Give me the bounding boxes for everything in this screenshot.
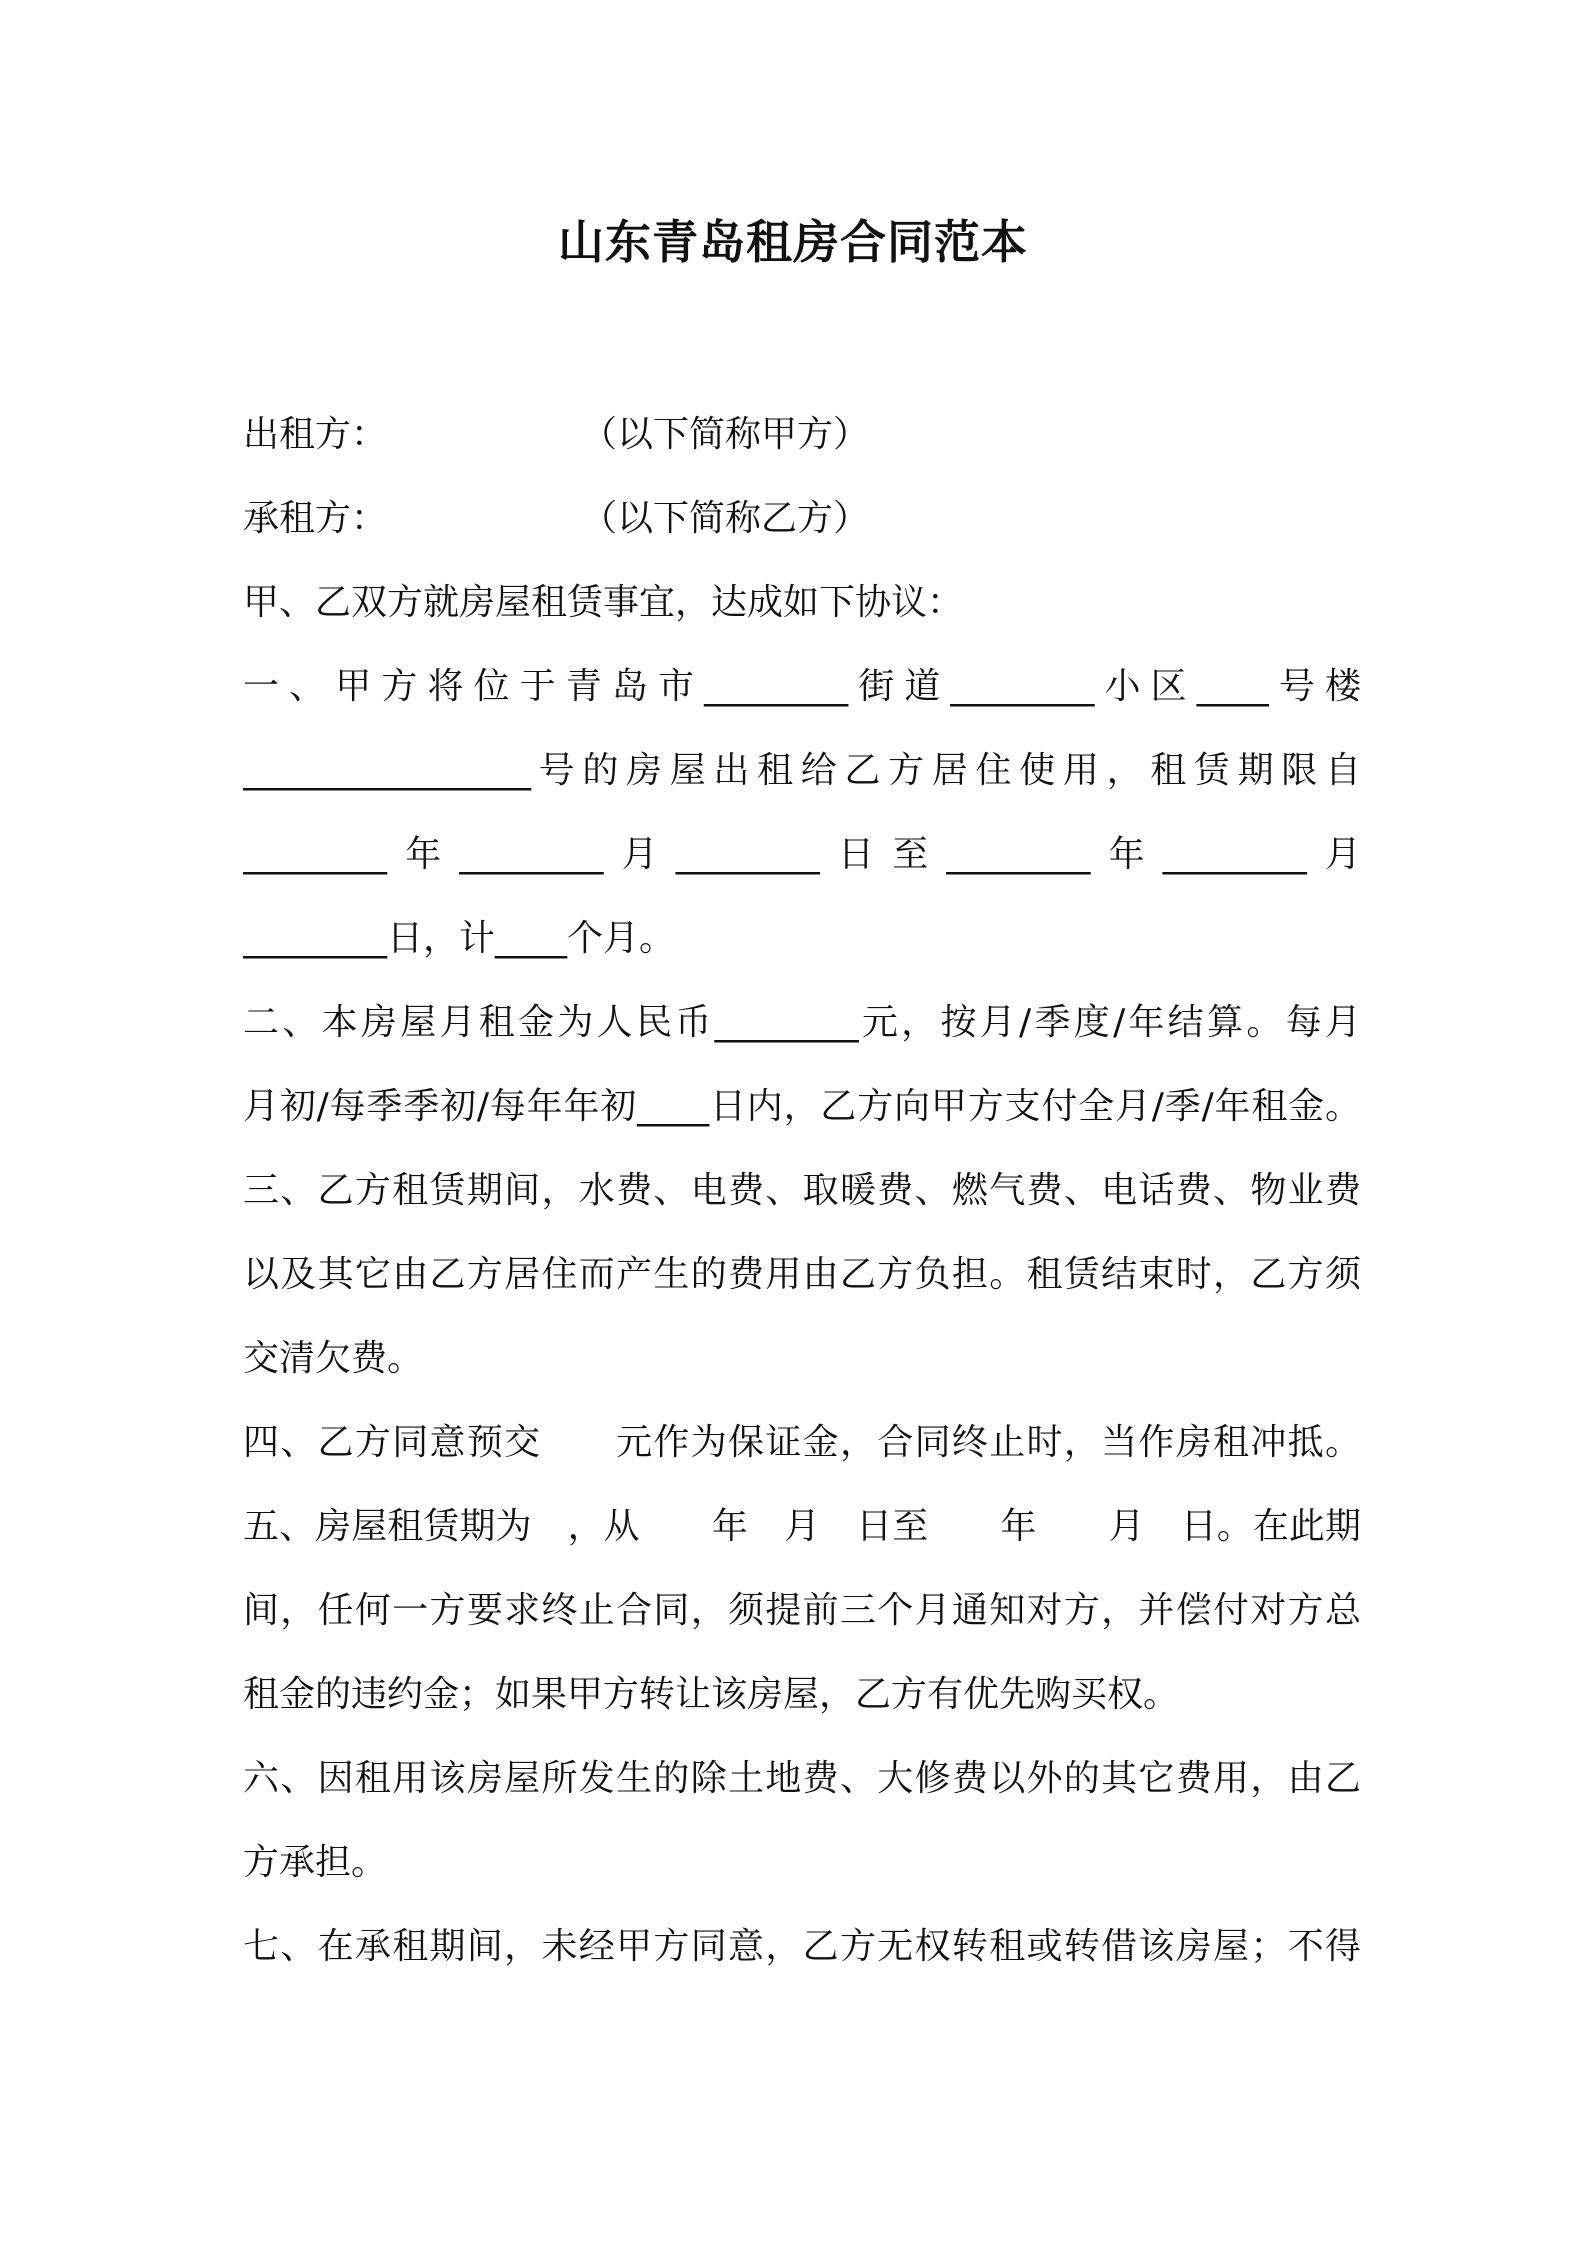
text-line: 甲、乙双方就房屋租赁事宜，达成如下协议： (243, 582, 964, 623)
text-line: 租金的违约金；如果甲方转让该房屋，乙方有优先购买权。 (243, 1674, 1180, 1715)
text-line: ________年________月________日至________年________月 (243, 834, 1361, 875)
party-label: 承租方： (243, 498, 388, 539)
text-line: 四、乙方同意预交 元作为保证金，合同终止时，当作房租冲抵。 (243, 1422, 1361, 1463)
text-line: 以及其它由乙方居住而产生的费用由乙方负担。租赁结束时，乙方须 (243, 1254, 1361, 1295)
text-line: ________________号的房屋出租给乙方居住使用，租赁期限自 (243, 750, 1361, 791)
text-line: 间，任何一方要求终止合同，须提前三个月通知对方，并偿付对方总 (243, 1590, 1361, 1631)
text-line: 二、本房屋月租金为人民币________元，按月/季度/年结算。每月 (243, 1002, 1361, 1043)
text-line: 三、乙方租赁期间，水费、电费、取暖费、燃气费、电话费、物业费 (243, 1170, 1361, 1211)
party-row-lessee (243, 489, 1361, 549)
text-line: 方承担。 (243, 1842, 388, 1883)
text-line: 七、在承租期间，未经甲方同意，乙方无权转租或转借该房屋；不得 (243, 1926, 1361, 1967)
party-note: （以下简称乙方） (581, 498, 870, 539)
party-note: （以下简称甲方） (581, 414, 870, 455)
document-title: 山东青岛租房合同范本 (558, 215, 1028, 269)
text-line: 一、甲方将位于青岛市________街道________小区____号楼 (243, 666, 1361, 707)
text-line: 月初/每季季初/每年年初____日内，乙方向甲方支付全月/季/年租金。 (243, 1086, 1361, 1127)
text-line: 五、房屋租赁期为 ，从 年 月 日至 年 月 日。在此期 (243, 1506, 1361, 1547)
text-line: ________日，计____个月。 (243, 918, 676, 959)
party-row-lessor (243, 405, 1361, 465)
text-line: 六、因租用该房屋所发生的除土地费、大修费以外的其它费用，由乙 (243, 1758, 1361, 1799)
party-label: 出租方： (243, 414, 388, 455)
text-line: 交清欠费。 (243, 1338, 424, 1379)
